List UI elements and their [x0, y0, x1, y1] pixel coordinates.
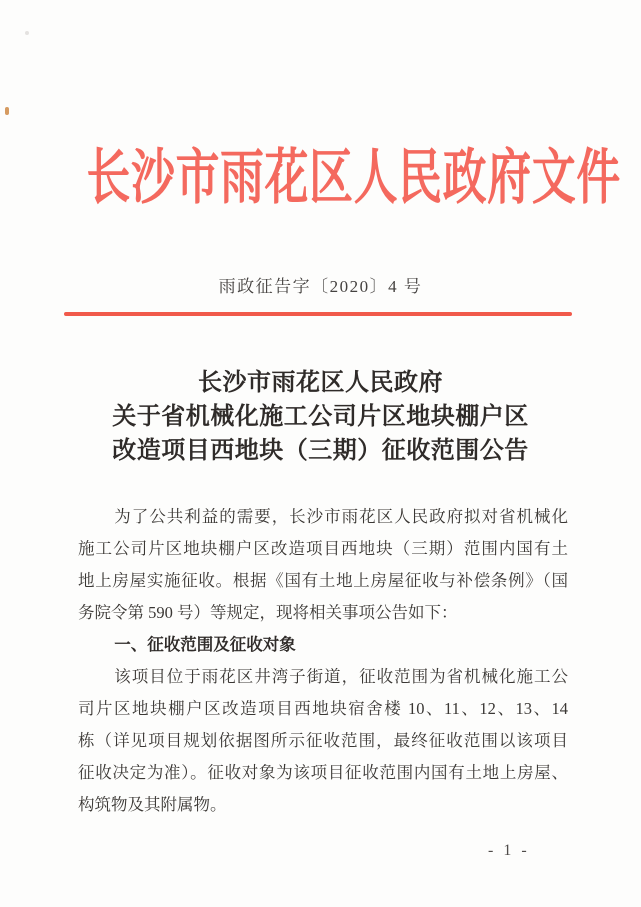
paragraph2-line4: 征收决定为准）。征收对象为该项目征收范围内国有土地上房屋、: [78, 763, 568, 782]
document-body: [78, 501, 568, 821]
paragraph2-line5: 构筑物及其附属物。: [78, 795, 227, 814]
announcement-title-line1: 长沙市雨花区人民政府: [198, 370, 443, 396]
paragraph1-line3: 地上房屋实施征收。根据《国有土地上房屋征收与补偿条例》（国: [78, 571, 568, 590]
paragraph2-line1: 该项目位于雨花区井湾子街道，征收范围为省机械化施工公: [114, 667, 568, 686]
section1-heading: 一、征收范围及征收对象: [114, 635, 296, 654]
paragraph1-line1: 为了公共利益的需要，长沙市雨花区人民政府拟对省机械化: [114, 507, 568, 526]
paragraph2-line2: 司片区地块棚户区改造项目西地块宿舍楼 10、11、12、13、14: [78, 699, 568, 718]
page-number: - 1 -: [488, 842, 530, 859]
paragraph1-line2: 施工公司片区地块棚户区改造项目西地块（三期）范围内国有土: [78, 539, 568, 558]
letterhead-title: 长沙市雨花区人民政府文件: [86, 145, 621, 211]
scan-artifact-speck: [5, 107, 9, 115]
announcement-title-line2: 关于省机械化施工公司片区地块棚户区: [112, 404, 529, 430]
paragraph2-line3: 栋（详见项目规划依据图所示征收范围，最终征收范围以该项目: [78, 731, 568, 750]
paragraph1-line4: 务院令第 590 号）等规定，现将相关事项公告如下：: [78, 603, 458, 622]
letterhead-divider: [64, 312, 572, 316]
announcement-title-line3: 改造项目西地块（三期）征收范围公告: [112, 438, 529, 464]
document-number: 雨政征告字〔2020〕4 号: [218, 277, 423, 296]
scan-artifact-dot: [25, 31, 29, 35]
announcement-title: [0, 366, 641, 468]
